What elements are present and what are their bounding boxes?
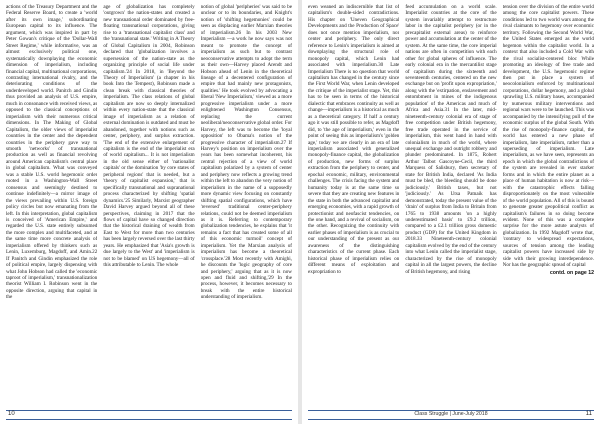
left-column-1-text: actions of the Treasury Department and the Federal Reserve Board, to create a 'world after its own image,' subordinating European capital to its influence. The argument, which was inspired in part by Peter Gowan's critique of the 'Dollar-Wall Street Regime,' while informative, was an almost exclusively political one, systematically downplaying the economic dimension of imperialism, including financial capital, multinational corporations, contrasting international rivalry, and the deteriorating conditions of the underdeveloped world. Panitch and Gindin thus provided an analysis of U.S. empire, much in consonance with received views, as opposed to the classical conceptions of imperialism with their numerous critical dimensions. In The Making of Global Capitalism, the older views of imperialist countries in the center and the dependent countries in the periphery gave way to smooth 'networks' of transnational production as well as financial revolving around American capitalism's central place in global capitalism. What was conveyed was a stable U.S. world hegemonic order rooted in a Washington-Wall Street consensus and seemingly destined to continue indefinitely—a mirror image of the views prevailing within U.S. foreign policy circles but now emanating from the left. In this interpretation, global capitalism is conceived of 'American Empire,' and regarded the U.S. state entirely subsumed the more complex and multifaceted, and at the same time more concrete analysis of imperialism offered by thinkers such as Lenin, Luxemburg, Magdoff, and Amin.22 If Panitch and Gindin emphasized the role of political empire, largely dispensing with what John Hobson had called the 'economic taproot of imperialism,' transnationalization theorist William I. Robinson went in the opposite direction, arguing that capital in the: [6, 4, 98, 301]
right-page-footer: [308, 410, 594, 422]
left-column-3: [201, 4, 292, 404]
left-column-2: [103, 4, 194, 404]
left-page-footer: [6, 410, 292, 422]
footer-separator: |: [449, 411, 453, 417]
left-page: [0, 0, 298, 424]
right-column-1-text: even weaned an indiscernible that list of capitalism's double-sided contradictions. His chapter on 'Uneven Geographical Developments and the Production of Space' does not once mention imperialism, nor center and periphery. The only direct reference to Lenin's imperialism is aimed at downplaying the structural role of monopoly capital, which Lenin had associated with imperialism.30 Late Imperialism There is no question that world capitalism has changed in the century since the First World War, when Lenin developed the critique of the imperialist stage. Yet, this has to be seen in terms of the historical dialectic that embraces continuity as well as change—imperialism is a historical as much as a theoretical category. If half a century ago it was still possible to refer, as Magdoff did, to 'the age of imperialism,' even in the point of seeing this as imperialism's 'golden age,' today we are clearly in an era of late imperialism associated with generalized monopoly-finance capital, the globalization of production, new forms of surplus extraction from the periphery to center, and epochal economic, military, environmental challenges. The crisis facing the system and humanity today is at the same time so severe that they are creating new features in the state in both the advanced capitalist and emerging economies, with a rapid growth of protectionist and neofascist tendencies, on the one hand, and a revival of socialism, on the other. Recognizing the continuity with earlier phases of imperialism is as crucial to our understanding of the present as our awareness of the distinguishing characteristics of the current phase. Each historical phase of imperialism relies on different means of exploitation and expropriation to: [308, 4, 400, 275]
footer-center: [308, 410, 594, 419]
right-page-columns: [308, 4, 594, 404]
right-column-3: [503, 4, 594, 404]
left-column-1: [6, 4, 97, 404]
right-column-2-text: feed accumulation on a world scale. Imperialist countries at the core of the system invariably attempt to restructure labor in the capitalist periphery (or in the precapitalist external areas) to reinforce power and accumulation at the center of the system. At the same time, the core imperial nations are often in competition with each other for global spheres of influence. The early colonial era in the mercantilist stage of capitalism during the sixteenth and seventeenth centuries, centered on the new exchange but on 'profit upon expropriation,' along with the 'extirpation, enslavement and entombment in mines of the indigenous population' of the Americas and much of Africa and Asia.31 In the later, mid-nineteenth-century colonial era of stage of free competition under British hegemony, free trade operated in the service of imperialism, this went hand in hand with colonialism in much of the world, where unequal exchange and outright robbery and plunder predominated. In 1875, Robert Arthur Talbot Gascoyne-Cecil, the third Marquess of Salisbury, then secretary of state for British India, declared 'As India must be bled, the bleeding should be done judiciously.' British taxes, but not 'judiciously.' As Utsa Patnaik has demonstrated, today the present value of the 'drain' of surplus from India to Britain from 1765 to 1938 amounts 'on a highly underestimated basis' to £9.2 trillion, compared to a £2.1 trillion gross domestic product (GDP) for the United Kingdom in 2018.33 Nineteenth-century colonial capitalism evolved by the end of the century into what Lenin called the imperialist stage, characterized by the rise of monopoly capital in all the largest powers, the decline of British hegemony, and rising: [405, 4, 497, 275]
footer-rule: [6, 410, 292, 420]
right-page: [302, 0, 600, 424]
continued-note: contd. on page 12: [549, 269, 594, 276]
right-column-3-text: tension over the division of the entire world among the core capitalist powers. These conditions led to two world wars among the rival claimants to hegemony over economic territory. Following the Second World War, the United States emerged as the world hegemon within the capitalist world. In a context that also included a Cold War with the rival socialist-centered bloc While promoting an ideology of free trade and development, the U.S. hegemonic regime then put in place a system of neocolonialism enforced by multinational corporations, dollar hegemony, and a global sprawling U.S. military bases, accompanied by numerous military interventions and regional wars were to be launched. This was accompanied by the intensifying pull of the economic surplus of the global South. With the rise of monopoly-finance capital, the world has entered a new phase of imperialism, late imperialism, rather than a superseding of imperialism. Late imperialism, as we have seen, represents an epoch in which the global contradictions of the system are revealed in ever starker forms and in which the entire planet as a place of human habitation is now at risk—with the catastrophic effects falling disproportionately on the most vulnerable of the world population. All of this is bound to generate greater geopolitical conflict as capitalism's failures in so doing become evident. None of this was a complete surprise for the more astute analysts of globalization. In 1992 Magdoff wrote that, 'contrary to widespread expectations, sources of tension among the leading capitalist powers have increased side by side with their growing interdependence. Nor has the geographic spread of capital: [502, 4, 594, 269]
left-page-number: 10: [8, 411, 15, 417]
publication-name: Class Struggle: [414, 411, 449, 417]
left-column-3-text: notion of global 'peripheries' was said to be unclear or to its boundaries, and Knight's notion of 'shifting hegemonies' could be seen as displacing earlier Marxian theories of imperialism.26 In his 2003 New Imperialism —a work he now says was not meant to promote the concept of imperialism as such but to contrast neoconservative attempts to adopt the term as their own—Harvey placed Arendt and Hobson ahead of Lenin in the theoretical lineage of a decentered configuration of empire that had mainly new protagonists, qualities.' He took evolved by advocating a liberal 'New Imperialism,' viewed as a more progressive imperialism under a more enlightened Washington Consensus, replacing the current neoliberal/neoconservative global order. For Harvey, the left was to become the 'loyal opposition' to Obama's notion of the progressive character of imperialism.27 If Harvey's position on imperialism over the years has been somewhat incoherent, his central rejection of a view of world capitalism polarized by a system of center and periphery now reflects a growing trend within the left to abandon the very notion of imperialism in the name of a supposedly more dynamic view focusing on constantly shifting spatial configurations, which have 'reversed' traditional center-periphery relations, could not be deemed imperialism as it is. Referring to contemporary globalization tendencies, he explains that 'it remains a fact that has created some of all of this economic turmoil' concept of imperialism. Yet the Marxian analysis of imperialism has become a theoretical 'crossplace.'28 Most recently with Amighi, he discounts the 'logic geography of core and periphery,' arguing that as it is now open and fluid and shifting,'29 In the process, however, it becomes necessary to break with the entire historical understanding of imperialism.: [200, 4, 292, 301]
left-column-2-text: age of globalization has completely 'outgrown' the nation-states and created a new transnational order dominated by free-floating transnational corporations, giving rise to a 'transnational capitalist class' and the 'transnational state.' Writing in A Theory of Global Capitalism in 2004, Robinson declared that 'globalization involves a supersession of the nation-state as the organizing principle of social life under capitalism.'24 In 2018, in 'Beyond the Theory of Imperialism' (a chapter in his book Into the Tempest), Robinson made a clean break with classical theories of imperialism. The class relations of global capitalism are now so deeply internalized within every nation-state that the classical image of imperialism as a relation of external domination is outdated and must be abandoned, together with notions such as center, periphery, and surplus extraction. 'The end of the extensive enlargement of capitalism is the end of the imperialist era of world capitalism... It is not imperialism in the old sense either of 'nationalist capitals' or the domination 'by core states of peripheral regions' that is needed, but a 'theory of capitalist expansion,' that is specifically transnational and supranational process characterized by shifting 'spatial dynamics.'25 Similarly, Marxist geographer David Harvey argued beyond all of these perspectives, claiming in 2017 that the flows of capital have so changed direction that the historical draining of wealth from East to West for more than two centuries has been largely reversed over the last thirty years. He emphasized that 'Asia's growth is due largely to the West' and 'imperialism is not to be blamed' on US hegemony—all of this attributable to Lenin. The whole: [103, 4, 195, 269]
right-column-1: [308, 4, 399, 404]
issue-date: June-July 2018: [452, 411, 488, 417]
right-column-2: [405, 4, 496, 404]
right-page-number: 11: [585, 411, 592, 417]
left-page-columns: [6, 4, 292, 404]
